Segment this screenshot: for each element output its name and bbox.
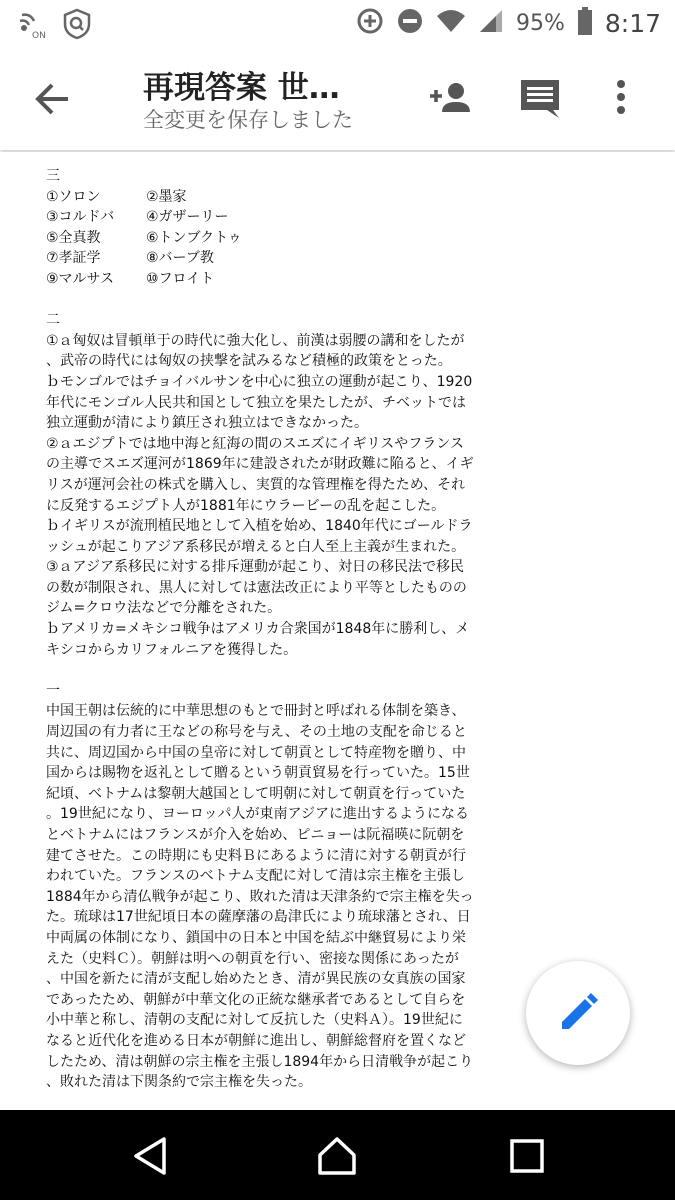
- nav-recents-button[interactable]: [506, 1135, 548, 1177]
- home-icon: [316, 1135, 358, 1177]
- text-line: 、武帝の時代には匈奴の挟撃を試みるなど積極的政策をとった。: [46, 353, 452, 370]
- vpn-shield-icon: [62, 8, 92, 44]
- battery-icon: [577, 7, 593, 39]
- text-line: であったため、朝鮮が中華文化の正統な継承者であるとして自らを: [46, 991, 466, 1008]
- nfc-icon: [18, 11, 48, 41]
- text-line: 独立運動が清により鎮圧され独立はできなかった。: [46, 415, 368, 432]
- text-line: とベトナムにはフランスが介入を始め、ピニョーは阮福暎に阮朝を: [46, 827, 465, 843]
- text-line: ②ａエジプトでは地中海と紅海の間のスエズにイギリスやフランス: [46, 435, 464, 452]
- text-line: 年代にモンゴル人民共和国として独立を果たしたが、チベットでは: [46, 394, 466, 411]
- arrow-back-icon: [28, 74, 78, 124]
- text-line: に反発するエジプト人が1881年にウラービーの乱を起こした。: [46, 497, 446, 514]
- text-line: ｂイギリスが流刑植民地として入植を始め、1840年代にゴールドラ: [46, 518, 473, 535]
- text-line: ③ａアジア系移民に対する排斥運動が起こり、対日の移民法で移民: [46, 559, 464, 576]
- text-line: キシコからカリフォルニアを獲得した。: [46, 641, 298, 658]
- text-line: なると近代化を進める日本が朝鮮に進出し、朝鮮総督府を置くなど: [46, 1032, 466, 1049]
- answer-row: [46, 248, 506, 269]
- answer-cell: ⑥トンブクトゥ: [146, 229, 242, 246]
- answer-cell: ③コルドバ: [46, 209, 115, 226]
- pencil-icon: [556, 991, 600, 1035]
- more-vert-icon: [606, 76, 636, 122]
- section-heading: 一: [46, 682, 60, 699]
- text-line: 中両属の体制になり、鎖国中の日本と中国を結ぶ中継貿易により栄: [46, 929, 466, 946]
- text-line: ①ａ匈奴は冒頓単于の時代に強大化し、前漢は弱腰の講和をしたが: [46, 332, 465, 349]
- navigation-bar: [0, 1110, 675, 1200]
- do-not-disturb-icon: [396, 7, 424, 39]
- answer-cell: ①ソロン: [46, 188, 101, 205]
- section2-answers: [46, 331, 506, 661]
- square-recents-icon: [506, 1135, 548, 1177]
- answer-cell: ②墨家: [146, 188, 187, 205]
- text-line: ｂアメリカ=メキシコ戦争はアメリカ合衆国が1848年に勝利し、メ: [46, 621, 470, 638]
- nfc-on-label: ON: [32, 31, 46, 41]
- text-line: 小中華と称し、清朝の支配に対して反抗した（史料Ａ）。19世紀に: [46, 1012, 463, 1029]
- nav-home-button[interactable]: [316, 1135, 358, 1177]
- answer-cell: ⑦孝証学: [46, 250, 101, 267]
- text-line: リスが運河会社の株式を購入し、実質的な管理権を得たため、それ: [46, 476, 466, 493]
- answer-row: [46, 207, 506, 228]
- nav-back-button[interactable]: [130, 1135, 172, 1177]
- comments-button[interactable]: [517, 76, 563, 122]
- section3-answers: [46, 187, 506, 290]
- answer-cell: ⑧バーブ教: [146, 250, 214, 267]
- data-saver-icon: [356, 7, 384, 39]
- edit-fab-button[interactable]: [526, 961, 630, 1065]
- text-line: た。琉球は17世紀頃日本の薩摩藩の島津氏により琉球藩とされ、日: [46, 909, 471, 926]
- text-line: 。19世紀になり、ヨーロッパ人が東南アジアに進出するようになる: [46, 806, 469, 823]
- answer-row: [46, 269, 506, 290]
- text-line: 、中国を新たに清が支配し始めたとき、清が異民族の女真族の国家: [46, 971, 466, 988]
- answer-cell: ⑨マルサス: [46, 270, 114, 287]
- answer-row: [46, 187, 506, 208]
- document-title: 再現答案 世…: [143, 70, 340, 106]
- text-line: ｂモンゴルではチョイバルサンを中心に独立の運動が起こり、1920: [46, 373, 473, 390]
- text-line: えた（史料Ｃ）。朝鮮は明への朝貢を行い、密接な関係にあったが: [46, 950, 459, 967]
- cell-signal-icon: [478, 8, 504, 38]
- text-line: ッシュが起こりアジア系移民が増えると白人至上主義が生まれた。: [46, 538, 466, 555]
- text-line: われていた。フランスのベトナム支配に対して清は宗主権を主張し: [46, 868, 465, 885]
- text-line: の主導でスエズ運河が1869年に建設されたが財政難に陥ると、イギ: [46, 456, 474, 473]
- triangle-back-icon: [130, 1135, 172, 1177]
- text-line: 紀頃、ベトナムは黎朝大越国として明朝に対して朝貢を行っていた: [46, 785, 466, 802]
- text-line: 中国王朝は伝統的に中華思想のもとで冊封と呼ばれる体制を築き、: [46, 703, 466, 720]
- person-add-icon: [428, 76, 474, 122]
- share-button[interactable]: [428, 76, 474, 122]
- save-status: 全変更を保存しました: [143, 108, 353, 132]
- more-options-button[interactable]: [606, 76, 636, 122]
- text-line: 国からは賜物を返礼として贈るという朝貢貿易を行っていた。15世: [46, 765, 470, 782]
- text-line: 共に、周辺国から中国の皇帝に対して朝貢として特産物を贈り、中: [46, 744, 466, 761]
- text-line: 建てさせた。この時期にも史料Ｂにあるように清に対する朝貢が行: [46, 847, 466, 864]
- text-line: 、敗れた清は下関条約で宗主権を失った。: [46, 1074, 312, 1091]
- text-line: したため、清は朝鮮の宗主権を主張し1894年から日清戦争が起こり: [46, 1053, 474, 1070]
- back-button[interactable]: [28, 74, 78, 124]
- app-bar: [0, 46, 675, 150]
- battery-percent: 95%: [515, 10, 565, 36]
- clock: 8:17: [604, 8, 661, 38]
- text-line: 1884年から清仏戦争が起こり、敗れた清は天津条約で宗主権を失っ: [46, 888, 474, 905]
- comment-icon: [517, 76, 563, 122]
- wifi-icon: [436, 8, 466, 38]
- section-heading: 三: [46, 168, 60, 184]
- section-heading: 二: [46, 312, 60, 329]
- answer-cell: ⑩フロイト: [146, 270, 215, 287]
- text-line: の数が制限され、黒人に対しては憲法改正により平等としたものの: [46, 579, 467, 596]
- status-bar: [0, 0, 675, 46]
- answer-row: [46, 228, 506, 249]
- answer-cell: ④ガザーリー: [146, 209, 229, 226]
- text-line: 周辺国の有力者に王などの称号を与え、その土地の支配を命じると: [46, 724, 467, 741]
- section1-essay: [46, 701, 506, 1092]
- text-line: ジム=クロウ法などで分離をされた。: [46, 600, 282, 617]
- answer-cell: ⑤全真教: [46, 229, 101, 246]
